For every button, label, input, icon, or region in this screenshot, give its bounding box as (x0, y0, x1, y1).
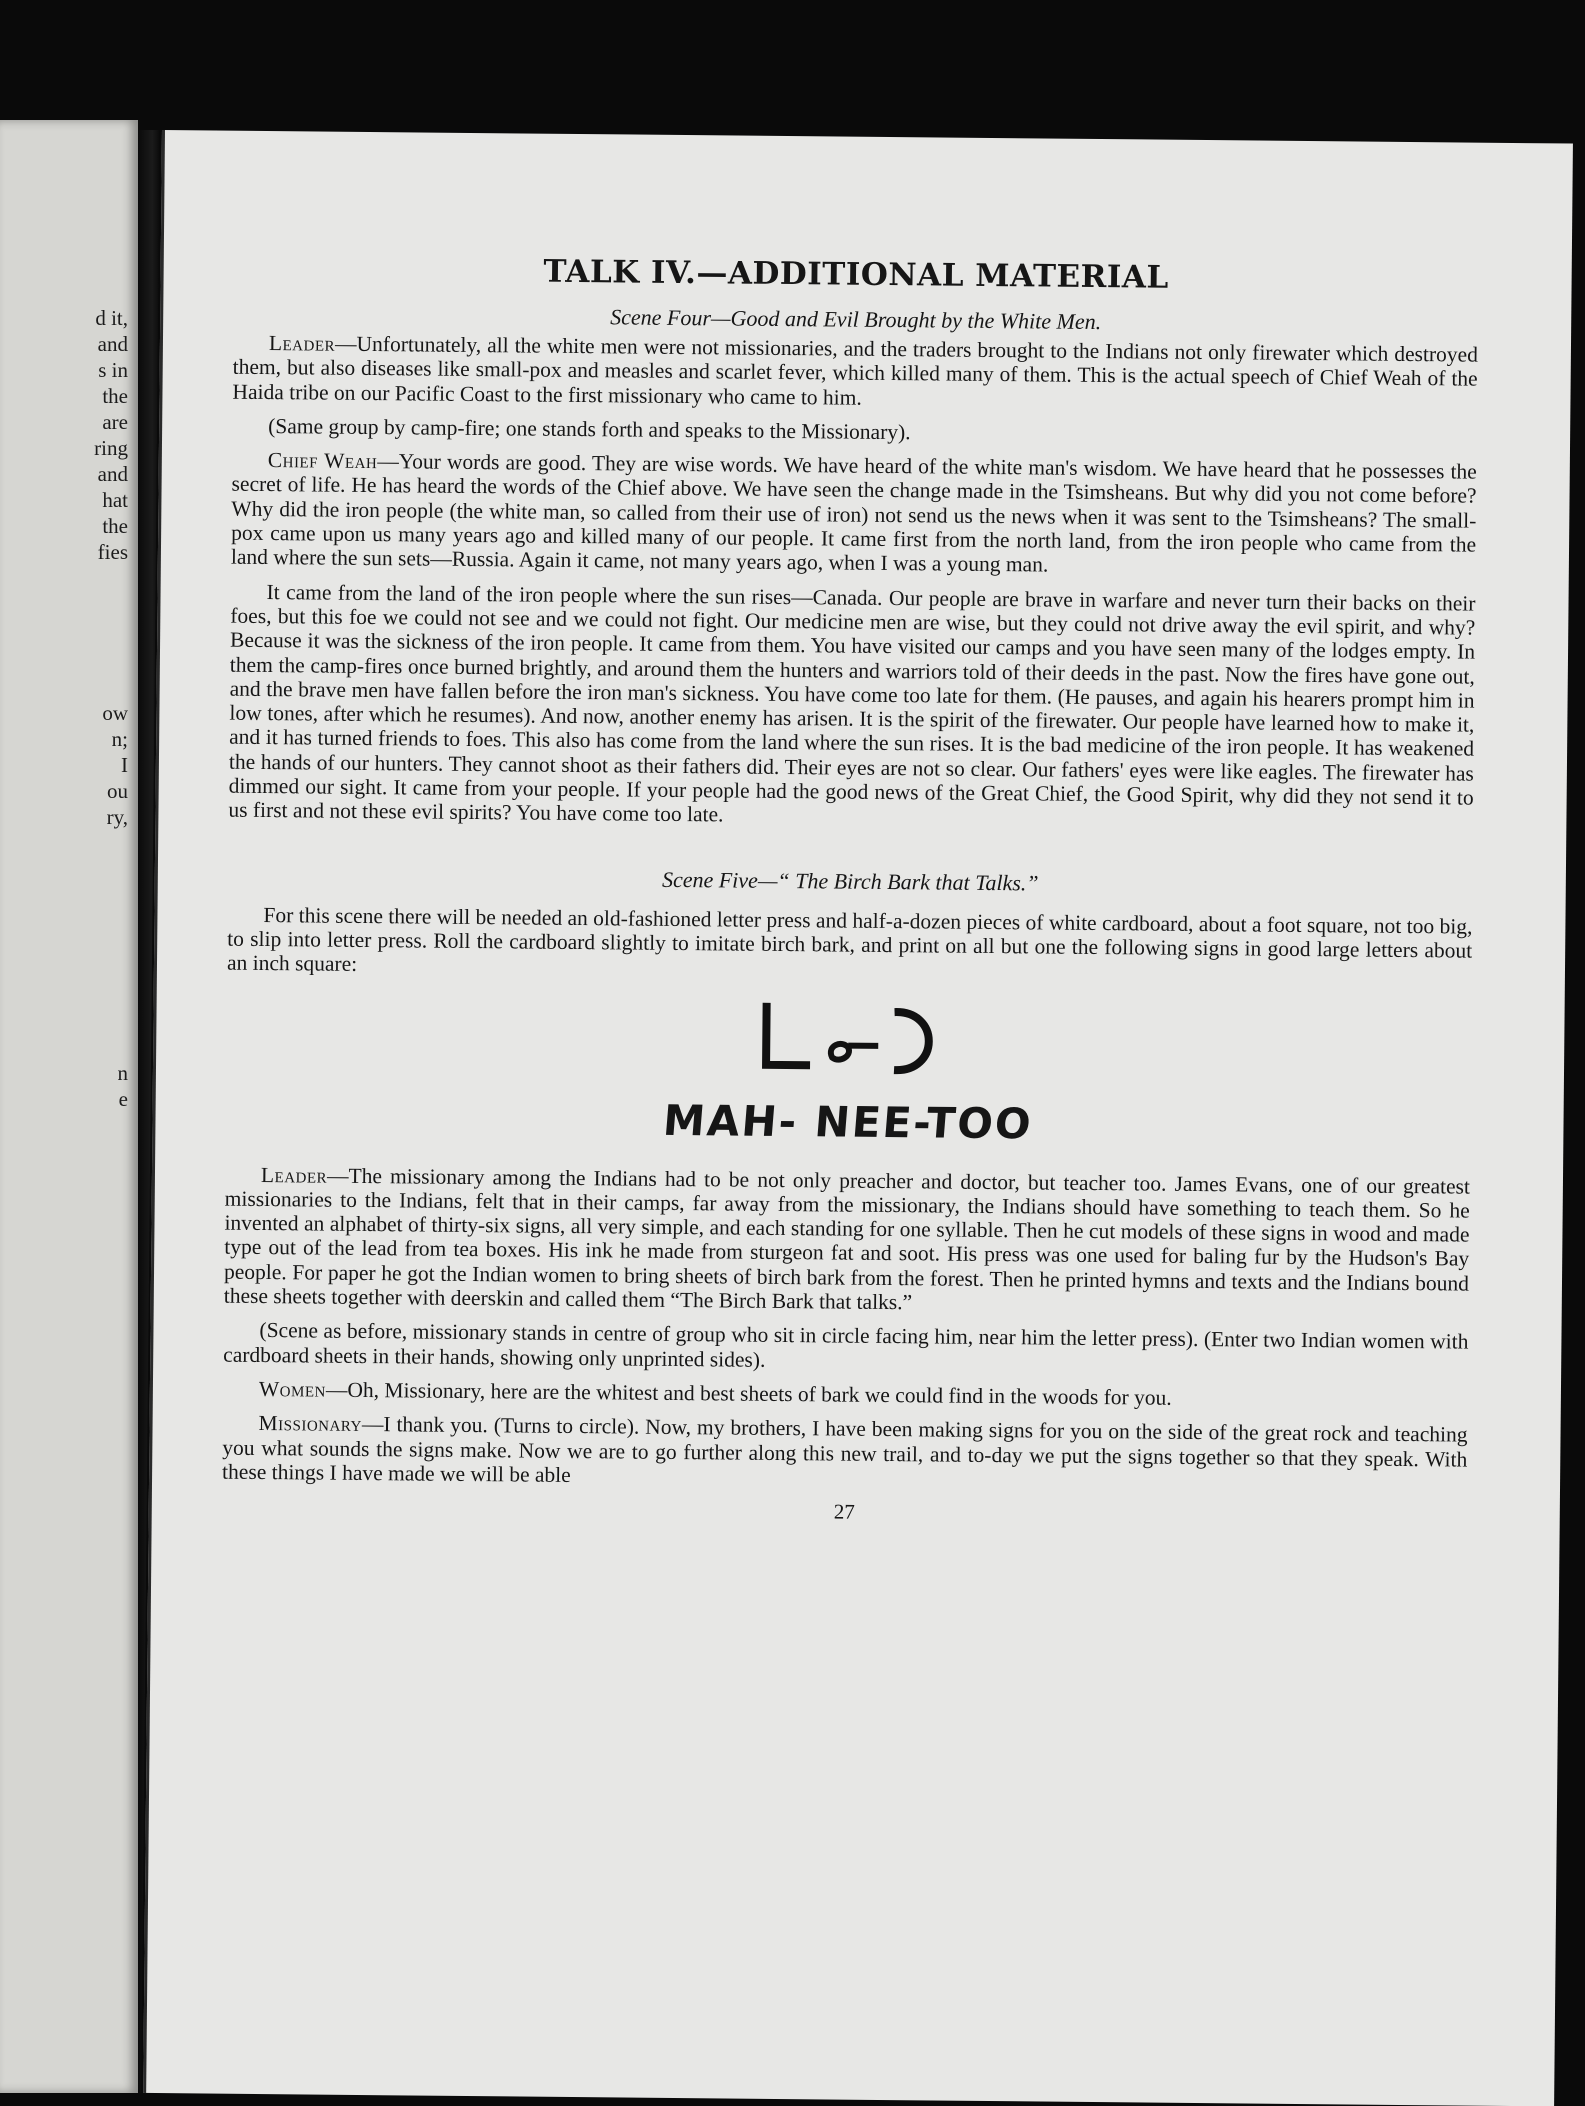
page-number: 27 (833, 1499, 855, 1524)
leader-paragraph-evans (224, 1162, 1470, 1320)
paragraph-text: —The missionary among the Indians had to be not only preacher and doctor, but teacher too. James Evans, one of our greatest missionaries to the Indians, felt that in their camps, far away from the missionary, the Indians should have something to teach them. So he invented an alphabet of thirty-six signs, all very simple, and each standing for one syllable. Then he cut models of these signs in wood and made type out of the lead from tea boxes. His ink he made from sturgeon fat and soot. His press was one used for baling fur by the Hudson's Bay people. For paper he got the Indian women to bring sheets of birch bark from the forest. Then he printed hymns and texts and the Indians bound these sheets together with deerskin and called them “The Birch Bark that talks.” (223, 1163, 1471, 1315)
paragraph-text: —Unfortunately, all the white men were not missionaries, and the traders brought to the Indians not only firewater which destroyed them, but also diseases like small-pox and measles and scarlet fever, which killed many of them. This is the actual speech of Chief Weah of the Haida tribe on our Pacific Coast to the first missionary who came to him. (232, 331, 1479, 410)
left-fragment: fies (97, 540, 128, 564)
left-fragment: e (118, 1087, 128, 1111)
left-fragment: s in (98, 358, 128, 382)
page-content (222, 251, 1479, 1531)
women-paragraph (223, 1377, 1468, 1413)
speaker-label: Leader (268, 331, 336, 356)
chief-weah-paragraph-continued: It came from the land of the iron people where the sun rises—Canada. Our people are brave in warfare and never turn their backs on their foes, but this foe we could not see and we could not fight. Our medicine men are wise, but they could not drive away the evil spirit, and why? Because it was the sickness of the iron people. It came from them. You have visited our camps and you have seen many of the lodges empty. In them the camp-fires once burned brightly, and around them the hunters and warriors told of their deeds in the past. Now the fires have gone out, and the brave men have fallen before the iron man's sickness. You have come too late for them. (He pauses, and again his hearers prompt him in low tones, after which he resumes). And now, another enemy has arisen. It is the spirit of the firewater. Our people have learned how to make it, and it has turned friends to foes. This also has come from the land where the sun rises. It is the bad medicine of the iron people. It has weakened the hands of our hunters. They cannot shoot as their fathers did. Their eyes are not so clear. Our fathers' eyes were like eagles. The firewater has dimmed our sight. It came from your people. If your people had the good news of the Great Chief, the Good Spirit, why did they not send it to us first and not these evil spirits? You have come too late. (228, 579, 1476, 827)
syllabics-glyphs-icon (753, 998, 944, 1080)
left-fragment: n; (111, 727, 128, 751)
missionary-paragraph (222, 1411, 1468, 1496)
speaker-label: Missionary (258, 1411, 363, 1437)
speaker-label: Leader (260, 1162, 328, 1188)
left-fragment: and (97, 332, 128, 356)
paragraph-text: —Oh, Missionary, here are the whitest and best sheets of bark we could find in the woods for you. (325, 1377, 1172, 1410)
left-fragment: the (102, 384, 128, 408)
left-fragment: ow (102, 701, 128, 725)
speaker-label: Women (258, 1376, 327, 1402)
book-page (143, 130, 1573, 2106)
paragraph-text: —Your words are good. They are wise words. We have heard of the white man's wisdom. We have heard that he possesses the secret of life. He has heard the words of the Chief above. We have seen the change made in the Tsimsheans. But why did you not come before? Why did the iron people (the white man, so called from their use of iron) not send us the news when it was sent to the Tsimsheans? The small-pox came upon us many years ago and killed many of our people. It came first from the north land, from the iron people who came from the land where the sun sets—Russia. Again it came, not many years ago, when I was a young man. (230, 449, 1477, 577)
scene-four-title: Scene Four—Good and Evil Brought by the White Men. (610, 304, 1102, 335)
speaker-label: Chief Weah (267, 448, 378, 474)
left-fragment: ou (107, 779, 128, 803)
left-page-edge (0, 120, 138, 2093)
stage-direction: (Same group by camp-fire; one stands forth and speaks to the Missionary). (268, 413, 911, 445)
left-fragment: the (102, 514, 128, 538)
scene-five-title: Scene Five—“ The Birch Bark that Talks.” (661, 866, 1039, 896)
syllabic-signs (226, 993, 1472, 1095)
left-fragment: are (102, 410, 128, 434)
left-fragment: d it, (95, 306, 128, 330)
chief-weah-paragraph (231, 448, 1477, 581)
paragraph-text: —I thank you. (Turns to circle). Now, my brothers, I have been making signs for you on the side of the great rock and teaching you what sounds the signs make. Now we are to go further along this new trail, and to-day we put the signs together so that they speak. With these things I have made we will be able (222, 1412, 1468, 1487)
leader-paragraph (232, 331, 1478, 416)
left-fragment: ry, (106, 805, 128, 829)
syllabic-word-transliteration: MAH- NEE-TOO (661, 1095, 1035, 1148)
left-fragment: n (117, 1061, 128, 1085)
scene-five-instructions: For this scene there will be needed an old-fashioned letter press and half-a-dozen pieces of white cardboard, about a foot square, not too big, to slip into letter press. Roll the cardboard slightly to imitate birch bark, and print on all but one the following signs in good large letters about an inch square: (226, 902, 1473, 977)
stage-direction: (Scene as before, missionary stands in centre of group who sit in circle facing him, near him the letter press). (Enter two Indian women with cardboard sheets in their hands, showing only unprinted sides). (223, 1318, 1469, 1372)
left-fragment: hat (102, 488, 128, 512)
left-fragment: ring (94, 436, 128, 460)
left-fragment: I (121, 753, 128, 777)
left-fragment: and (97, 462, 128, 486)
page-title: TALK IV.—ADDITIONAL MATERIAL (543, 253, 1169, 296)
